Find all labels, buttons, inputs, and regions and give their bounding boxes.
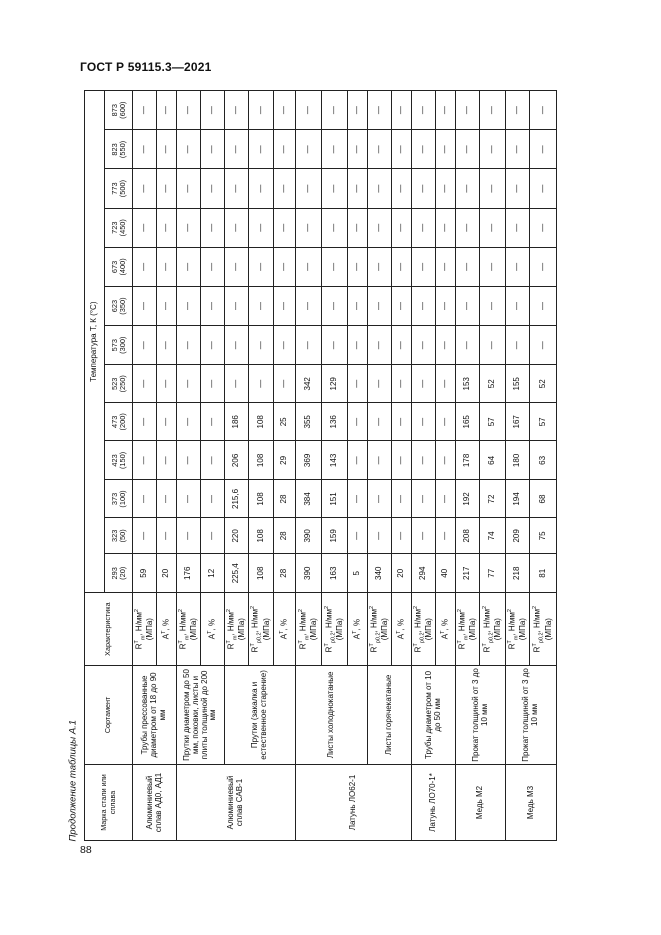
- value-cell: —: [133, 130, 157, 169]
- value-cell: —: [157, 403, 177, 441]
- value-cell: —: [157, 208, 177, 247]
- value-cell: —: [249, 169, 274, 208]
- value-cell: —: [177, 169, 201, 208]
- value-cell: —: [177, 518, 201, 554]
- temp-header: 473 (200): [105, 403, 133, 441]
- value-cell: —: [368, 169, 392, 208]
- value-cell: —: [225, 169, 249, 208]
- value-cell: 225,4: [225, 554, 249, 593]
- value-cell: —: [412, 91, 436, 130]
- value-cell: —: [436, 208, 456, 247]
- table-caption-wrap: [66, 90, 80, 841]
- value-cell: —: [456, 286, 480, 325]
- value-cell: 220: [225, 518, 249, 554]
- value-cell: —: [392, 208, 412, 247]
- value-cell: 390: [296, 554, 322, 593]
- value-cell: —: [412, 208, 436, 247]
- grade-cell: Латунь ЛО70-1*: [412, 764, 456, 840]
- value-cell: —: [480, 247, 506, 286]
- value-cell: —: [368, 247, 392, 286]
- assortment-cell: Трубы диаметром от 10 до 50 мм: [412, 665, 456, 764]
- value-cell: —: [296, 169, 322, 208]
- value-cell: —: [201, 286, 225, 325]
- value-cell: 52: [530, 365, 557, 403]
- value-cell: 355: [296, 403, 322, 441]
- char-rm: $R^T_m$, $Н/мм^2$ (МПа): [506, 593, 530, 666]
- value-cell: 340: [368, 554, 392, 593]
- value-cell: 77: [480, 554, 506, 593]
- value-cell: —: [177, 91, 201, 130]
- value-cell: 40: [436, 554, 456, 593]
- temp-header: 573 (300): [105, 326, 133, 365]
- value-cell: —: [296, 130, 322, 169]
- value-cell: —: [506, 91, 530, 130]
- assortment-cell: Листы горячекатаные: [368, 665, 412, 764]
- char-rp: $R^T_{p0,2}$, $Н/мм^2$ (МПа): [412, 593, 436, 666]
- value-cell: 384: [296, 480, 322, 518]
- value-cell: —: [368, 130, 392, 169]
- value-cell: —: [157, 326, 177, 365]
- value-cell: —: [506, 169, 530, 208]
- value-cell: —: [322, 326, 348, 365]
- value-cell: —: [392, 169, 412, 208]
- value-cell: —: [322, 208, 348, 247]
- value-cell: —: [392, 326, 412, 365]
- value-cell: —: [506, 326, 530, 365]
- value-cell: —: [412, 403, 436, 441]
- char-rm: $R^T_m$, $Н/мм^2$ (МПа): [296, 593, 322, 666]
- char-a: $A^T$, %: [348, 593, 368, 666]
- value-cell: —: [480, 208, 506, 247]
- value-cell: —: [157, 365, 177, 403]
- value-cell: —: [157, 247, 177, 286]
- value-cell: —: [133, 518, 157, 554]
- value-cell: —: [368, 365, 392, 403]
- value-cell: —: [530, 326, 557, 365]
- value-cell: —: [530, 286, 557, 325]
- value-cell: —: [348, 247, 368, 286]
- temp-header: 673 (400): [105, 247, 133, 286]
- char-a: $A^T$, %: [201, 593, 225, 666]
- value-cell: —: [249, 130, 274, 169]
- value-cell: —: [133, 441, 157, 480]
- value-cell: —: [348, 286, 368, 325]
- value-cell: —: [480, 286, 506, 325]
- value-cell: —: [177, 326, 201, 365]
- value-cell: —: [322, 169, 348, 208]
- char-rm: $R^T_m$, $Н/мм^2$ (МПа): [177, 593, 201, 666]
- value-cell: —: [412, 169, 436, 208]
- char-rm: $R^T_m$, $Н/мм^2$ (МПа): [225, 593, 249, 666]
- char-rp: $R^T_{p0,2}$, $Н/мм^2$ (МПа): [530, 593, 557, 666]
- table-row: [225, 91, 249, 841]
- value-cell: —: [177, 208, 201, 247]
- value-cell: —: [157, 91, 177, 130]
- value-cell: —: [530, 130, 557, 169]
- value-cell: —: [456, 169, 480, 208]
- value-cell: —: [368, 326, 392, 365]
- value-cell: —: [296, 326, 322, 365]
- value-cell: 12: [201, 554, 225, 593]
- value-cell: —: [412, 326, 436, 365]
- table-row: [133, 91, 157, 841]
- document-code: ГОСТ Р 59115.3—2021: [80, 60, 212, 74]
- value-cell: —: [368, 403, 392, 441]
- value-cell: —: [530, 247, 557, 286]
- grade-cell: Латунь ЛО62-1: [296, 764, 412, 840]
- value-cell: —: [322, 247, 348, 286]
- value-cell: —: [436, 365, 456, 403]
- value-cell: 342: [296, 365, 322, 403]
- value-cell: —: [201, 130, 225, 169]
- value-cell: 28: [274, 518, 296, 554]
- value-cell: —: [133, 169, 157, 208]
- value-cell: 176: [177, 554, 201, 593]
- char-rm: $R^T_m$, $Н/мм^2$ (МПа): [133, 593, 157, 666]
- value-cell: —: [412, 247, 436, 286]
- grade-cell: Алюминиевый сплав АД0, АД1: [133, 764, 177, 840]
- value-cell: —: [480, 169, 506, 208]
- value-cell: —: [348, 518, 368, 554]
- grade-cell: Медь М2: [456, 764, 506, 840]
- value-cell: —: [177, 247, 201, 286]
- table-caption: Продолжение таблицы А.1: [67, 719, 79, 841]
- value-cell: 194: [506, 480, 530, 518]
- value-cell: 151: [322, 480, 348, 518]
- value-cell: —: [456, 247, 480, 286]
- value-cell: 294: [412, 554, 436, 593]
- value-cell: 75: [530, 518, 557, 554]
- value-cell: —: [274, 365, 296, 403]
- grade-cell: Алюминиевый сплав САВ-1: [177, 764, 296, 840]
- value-cell: —: [436, 403, 456, 441]
- value-cell: 143: [322, 441, 348, 480]
- char-a: $A^T$, %: [157, 593, 177, 666]
- value-cell: —: [177, 365, 201, 403]
- value-cell: —: [201, 365, 225, 403]
- value-cell: —: [249, 326, 274, 365]
- header-characteristic: Характеристика: [85, 593, 133, 666]
- value-cell: —: [225, 208, 249, 247]
- value-cell: 180: [506, 441, 530, 480]
- char-rp: $R^T_{p0,2}$, $Н/мм^2$ (МПа): [368, 593, 392, 666]
- value-cell: —: [368, 441, 392, 480]
- value-cell: 108: [249, 554, 274, 593]
- value-cell: —: [348, 208, 368, 247]
- value-cell: —: [456, 130, 480, 169]
- value-cell: 57: [480, 403, 506, 441]
- value-cell: —: [157, 518, 177, 554]
- value-cell: —: [201, 326, 225, 365]
- value-cell: —: [456, 326, 480, 365]
- temp-header: 873 (600): [105, 91, 133, 130]
- value-cell: —: [274, 208, 296, 247]
- value-cell: —: [133, 286, 157, 325]
- header-grade: Марка стали или сплава: [85, 764, 133, 840]
- temp-header: 323 (50): [105, 518, 133, 554]
- value-cell: —: [392, 518, 412, 554]
- value-cell: 57: [530, 403, 557, 441]
- value-cell: —: [348, 130, 368, 169]
- value-cell: —: [348, 169, 368, 208]
- value-cell: —: [177, 286, 201, 325]
- char-rp: $R^T_{p0,2}$, $Н/мм^2$ (МПа): [480, 593, 506, 666]
- value-cell: —: [436, 247, 456, 286]
- value-cell: 215,6: [225, 480, 249, 518]
- table-row: [177, 91, 201, 841]
- value-cell: —: [506, 208, 530, 247]
- value-cell: —: [436, 326, 456, 365]
- value-cell: —: [249, 365, 274, 403]
- value-cell: 108: [249, 518, 274, 554]
- value-cell: —: [133, 91, 157, 130]
- value-cell: —: [348, 326, 368, 365]
- value-cell: 369: [296, 441, 322, 480]
- value-cell: —: [436, 441, 456, 480]
- value-cell: —: [436, 286, 456, 325]
- value-cell: 218: [506, 554, 530, 593]
- assortment-cell: Прокат толщиной от 3 до 10 мм: [506, 665, 557, 764]
- value-cell: —: [348, 91, 368, 130]
- value-cell: —: [530, 169, 557, 208]
- value-cell: —: [157, 441, 177, 480]
- value-cell: 155: [506, 365, 530, 403]
- value-cell: —: [480, 130, 506, 169]
- value-cell: —: [201, 247, 225, 286]
- temp-header: 423 (150): [105, 441, 133, 480]
- value-cell: 59: [133, 554, 157, 593]
- value-cell: 20: [157, 554, 177, 593]
- value-cell: 206: [225, 441, 249, 480]
- value-cell: 52: [480, 365, 506, 403]
- value-cell: 28: [274, 554, 296, 593]
- value-cell: —: [296, 91, 322, 130]
- value-cell: —: [201, 480, 225, 518]
- value-cell: —: [436, 91, 456, 130]
- value-cell: 74: [480, 518, 506, 554]
- value-cell: —: [157, 286, 177, 325]
- value-cell: 81: [530, 554, 557, 593]
- value-cell: —: [412, 286, 436, 325]
- value-cell: —: [480, 326, 506, 365]
- value-cell: 208: [456, 518, 480, 554]
- value-cell: —: [201, 169, 225, 208]
- temp-header: 823 (550): [105, 130, 133, 169]
- value-cell: 5: [348, 554, 368, 593]
- assortment-cell: Прутки диаметром до 50 мм, поковки, листы и плиты толщиной до 200 мм: [177, 665, 225, 764]
- value-cell: —: [412, 480, 436, 518]
- header-assortment: Сортамент: [85, 665, 133, 764]
- assortment-cell: Листы холоднокатаные: [296, 665, 368, 764]
- value-cell: —: [368, 91, 392, 130]
- value-cell: 178: [456, 441, 480, 480]
- value-cell: 64: [480, 441, 506, 480]
- value-cell: —: [456, 208, 480, 247]
- char-a: $A^T$, %: [436, 593, 456, 666]
- table-row: [368, 91, 392, 841]
- value-cell: —: [296, 286, 322, 325]
- value-cell: —: [157, 169, 177, 208]
- char-rm: $R^T_m$, $Н/мм^2$ (МПа): [456, 593, 480, 666]
- value-cell: —: [225, 365, 249, 403]
- value-cell: 390: [296, 518, 322, 554]
- table-row: [506, 91, 530, 841]
- value-cell: —: [456, 91, 480, 130]
- value-cell: —: [322, 286, 348, 325]
- value-cell: —: [225, 91, 249, 130]
- char-a: $A^T$, %: [392, 593, 412, 666]
- header-temperature: Температура T, К (°С): [85, 91, 105, 593]
- properties-table: [84, 90, 557, 841]
- value-cell: 192: [456, 480, 480, 518]
- value-cell: —: [392, 365, 412, 403]
- value-cell: —: [274, 130, 296, 169]
- value-cell: 159: [322, 518, 348, 554]
- value-cell: 108: [249, 441, 274, 480]
- value-cell: —: [177, 403, 201, 441]
- page-number: 88: [80, 844, 92, 856]
- value-cell: —: [201, 91, 225, 130]
- assortment-cell: Прутки (закалка и естественное старение): [225, 665, 296, 764]
- value-cell: 153: [456, 365, 480, 403]
- value-cell: —: [274, 169, 296, 208]
- value-cell: 20: [392, 554, 412, 593]
- value-cell: 28: [274, 480, 296, 518]
- value-cell: —: [530, 91, 557, 130]
- value-cell: —: [201, 441, 225, 480]
- value-cell: 63: [530, 441, 557, 480]
- value-cell: —: [412, 130, 436, 169]
- value-cell: —: [348, 365, 368, 403]
- value-cell: —: [368, 480, 392, 518]
- value-cell: —: [436, 130, 456, 169]
- rotated-table-container: [84, 90, 553, 841]
- value-cell: —: [249, 247, 274, 286]
- value-cell: —: [296, 208, 322, 247]
- value-cell: —: [296, 247, 322, 286]
- value-cell: —: [249, 208, 274, 247]
- temp-header: 293 (20): [105, 554, 133, 593]
- value-cell: 68: [530, 480, 557, 518]
- value-cell: —: [274, 91, 296, 130]
- value-cell: —: [225, 247, 249, 286]
- value-cell: —: [392, 480, 412, 518]
- value-cell: —: [392, 247, 412, 286]
- value-cell: —: [133, 365, 157, 403]
- value-cell: —: [392, 441, 412, 480]
- value-cell: —: [480, 91, 506, 130]
- value-cell: —: [249, 91, 274, 130]
- char-rp: $R^T_{p0,2}$, $Н/мм^2$ (МПа): [322, 593, 348, 666]
- value-cell: —: [225, 130, 249, 169]
- grade-cell: Медь М3: [506, 764, 557, 840]
- temp-header: 723 (450): [105, 208, 133, 247]
- value-cell: —: [368, 518, 392, 554]
- table-row: [456, 91, 480, 841]
- value-cell: —: [436, 480, 456, 518]
- value-cell: —: [392, 286, 412, 325]
- value-cell: —: [274, 326, 296, 365]
- value-cell: 167: [506, 403, 530, 441]
- value-cell: —: [225, 286, 249, 325]
- temp-header: 623 (350): [105, 286, 133, 325]
- value-cell: —: [274, 286, 296, 325]
- value-cell: —: [201, 208, 225, 247]
- value-cell: 136: [322, 403, 348, 441]
- value-cell: —: [201, 518, 225, 554]
- value-cell: —: [348, 441, 368, 480]
- char-a: $A^T$, %: [274, 593, 296, 666]
- value-cell: —: [201, 403, 225, 441]
- value-cell: —: [436, 518, 456, 554]
- value-cell: —: [225, 326, 249, 365]
- value-cell: —: [368, 208, 392, 247]
- value-cell: —: [177, 441, 201, 480]
- value-cell: —: [133, 326, 157, 365]
- value-cell: 209: [506, 518, 530, 554]
- value-cell: 29: [274, 441, 296, 480]
- temp-header: 773 (500): [105, 169, 133, 208]
- value-cell: —: [368, 286, 392, 325]
- value-cell: —: [274, 247, 296, 286]
- value-cell: —: [412, 518, 436, 554]
- value-cell: —: [506, 247, 530, 286]
- temp-header: 373 (100): [105, 480, 133, 518]
- table-row: [412, 91, 436, 841]
- value-cell: 165: [456, 403, 480, 441]
- value-cell: —: [506, 286, 530, 325]
- value-cell: —: [133, 480, 157, 518]
- char-rp: $R^T_{p0,2}$, $Н/мм^2$ (МПа): [249, 593, 274, 666]
- value-cell: —: [392, 91, 412, 130]
- assortment-cell: Прокат толщиной от 3 до 10 мм: [456, 665, 506, 764]
- temp-header: 523 (250): [105, 365, 133, 403]
- value-cell: —: [322, 91, 348, 130]
- table-row: [296, 91, 322, 841]
- value-cell: —: [348, 403, 368, 441]
- value-cell: —: [530, 208, 557, 247]
- value-cell: 72: [480, 480, 506, 518]
- value-cell: 25: [274, 403, 296, 441]
- value-cell: —: [412, 365, 436, 403]
- value-cell: —: [177, 480, 201, 518]
- value-cell: 108: [249, 480, 274, 518]
- value-cell: —: [322, 130, 348, 169]
- value-cell: —: [133, 403, 157, 441]
- value-cell: —: [157, 480, 177, 518]
- assortment-cell: Трубы прессованные диаметром от 18 до 90 мм: [133, 665, 177, 764]
- value-cell: —: [177, 130, 201, 169]
- value-cell: —: [133, 208, 157, 247]
- value-cell: —: [436, 169, 456, 208]
- value-cell: 186: [225, 403, 249, 441]
- value-cell: —: [506, 130, 530, 169]
- value-cell: —: [348, 480, 368, 518]
- value-cell: 217: [456, 554, 480, 593]
- value-cell: —: [133, 247, 157, 286]
- value-cell: 163: [322, 554, 348, 593]
- value-cell: —: [157, 130, 177, 169]
- value-cell: 129: [322, 365, 348, 403]
- value-cell: —: [392, 403, 412, 441]
- value-cell: —: [249, 286, 274, 325]
- value-cell: —: [412, 441, 436, 480]
- value-cell: —: [392, 130, 412, 169]
- value-cell: 108: [249, 403, 274, 441]
